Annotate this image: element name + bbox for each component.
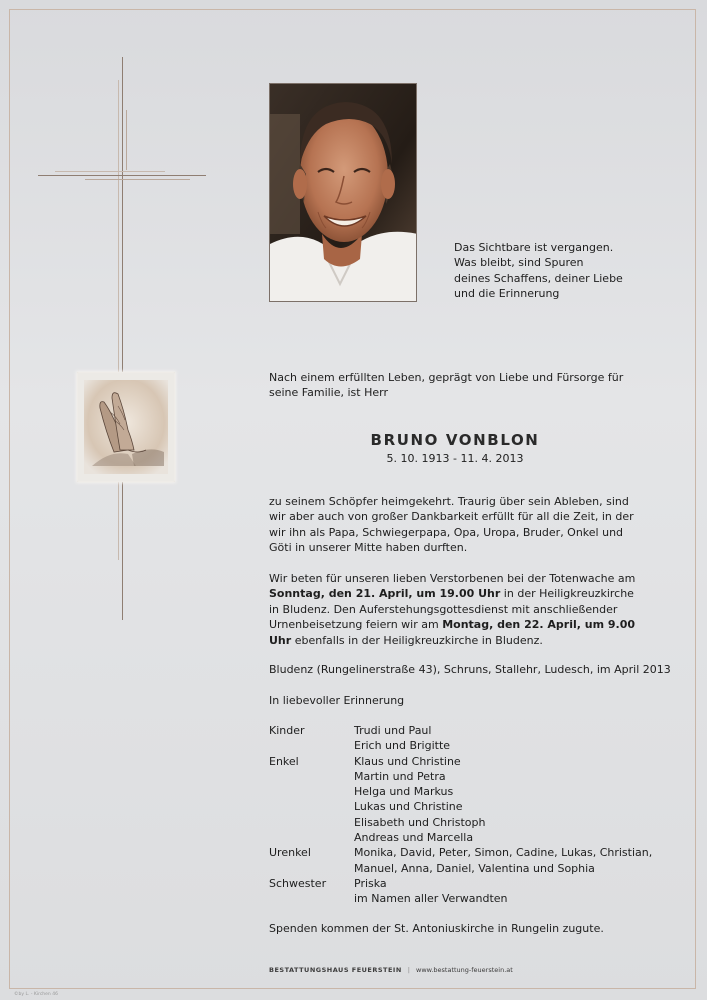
funeral-date: Montag, den 22. April, um 9.00 Uhr — [269, 618, 636, 647]
portrait-photo — [269, 83, 417, 302]
family-relation: Enkel — [269, 754, 299, 768]
family-member: Martin und Petra — [354, 769, 446, 783]
funeral-home-name: BESTATTUNGSHAUS FEUERSTEIN — [269, 966, 402, 974]
quote-line: Das Sichtbare ist vergangen. — [454, 241, 614, 254]
quote-line: und die Erinnerung — [454, 287, 560, 301]
family-row — [269, 723, 659, 754]
paragraph-homecoming: zu seinem Schöpfer heimgekehrt. Traurig über sein Ableben, sind wir aber auch von großer Dankbarkeit erfüllt für all die Zeit, in der wir ihn als Papa, Schwiegerpapa, Opa, Uropa, Bruder, Onkel und Göti in unserer Mitte haben durften. — [269, 495, 634, 555]
family-member: Andreas und Marcella — [354, 831, 474, 845]
family-member: Trudi und Paul — [354, 724, 432, 737]
family-relation: Urenkel — [269, 846, 311, 860]
family-member: im Namen aller Verwandten — [354, 892, 508, 906]
family-relation: Kinder — [269, 724, 305, 737]
quote-line: deines Schaffens, deiner Liebe — [454, 271, 623, 285]
services-text: in der Heiligkreuzkirche in Bludenz. Den Auferstehungsgottesdienst mit anschließender Urnenbeisetzung feiern wir am — [269, 587, 634, 632]
family-member: Klaus und Christine — [354, 754, 461, 768]
memorial-quote — [454, 240, 654, 302]
donations-note: Spenden kommen der St. Antoniuskirche in Rungelin zugute. — [269, 922, 604, 935]
wake-date: Sonntag, den 21. April, um 19.00 Uhr — [269, 587, 501, 601]
funeral-home-url[interactable]: www.bestattung-feuerstein.at — [416, 966, 513, 974]
footer — [269, 966, 513, 974]
family-member: Manuel, Anna, Daniel, Valentina und Sophia — [354, 861, 595, 875]
paragraph-services — [269, 571, 644, 648]
services-text: ebenfalls in der Heiligkreuzkirche in Bludenz. — [291, 633, 543, 647]
family-row — [269, 845, 659, 876]
remembrance-line: In liebevoller Erinnerung — [269, 694, 405, 707]
intro-text: Nach einem erfüllten Leben, geprägt von Liebe und Fürsorge für seine Familie, ist Herr — [269, 371, 624, 400]
family-member: Helga und Markus — [354, 785, 454, 799]
life-dates: 5. 10. 1913 - 11. 4. 2013 — [386, 452, 524, 465]
family-row — [269, 876, 659, 907]
family-member: Elisabeth und Christoph — [354, 815, 486, 829]
place-line: Bludenz (Rungelinerstraße 43), Schruns, Stallehr, Ludesch, im April 2013 — [269, 663, 671, 676]
family-member: Monika, David, Peter, Simon, Cadine, Lukas, Christian, — [354, 846, 653, 860]
deceased-name: BRUNO VONBLON — [370, 431, 540, 449]
family-row — [269, 754, 659, 846]
family-member: Erich und Brigitte — [354, 739, 451, 753]
family-list — [269, 723, 659, 907]
family-relation: Schwester — [269, 876, 327, 890]
image-credit: ©by L. - Kirchen 46 — [14, 992, 58, 997]
footer-separator: | — [407, 966, 410, 974]
praying-hands-icon — [78, 373, 174, 481]
family-member: Lukas und Christine — [354, 800, 463, 814]
services-text: Wir beten für unseren lieben Verstorbenen bei der Totenwache am — [269, 572, 636, 585]
quote-line: Was bleibt, sind Spuren — [454, 256, 584, 270]
family-member: Priska — [354, 876, 387, 890]
